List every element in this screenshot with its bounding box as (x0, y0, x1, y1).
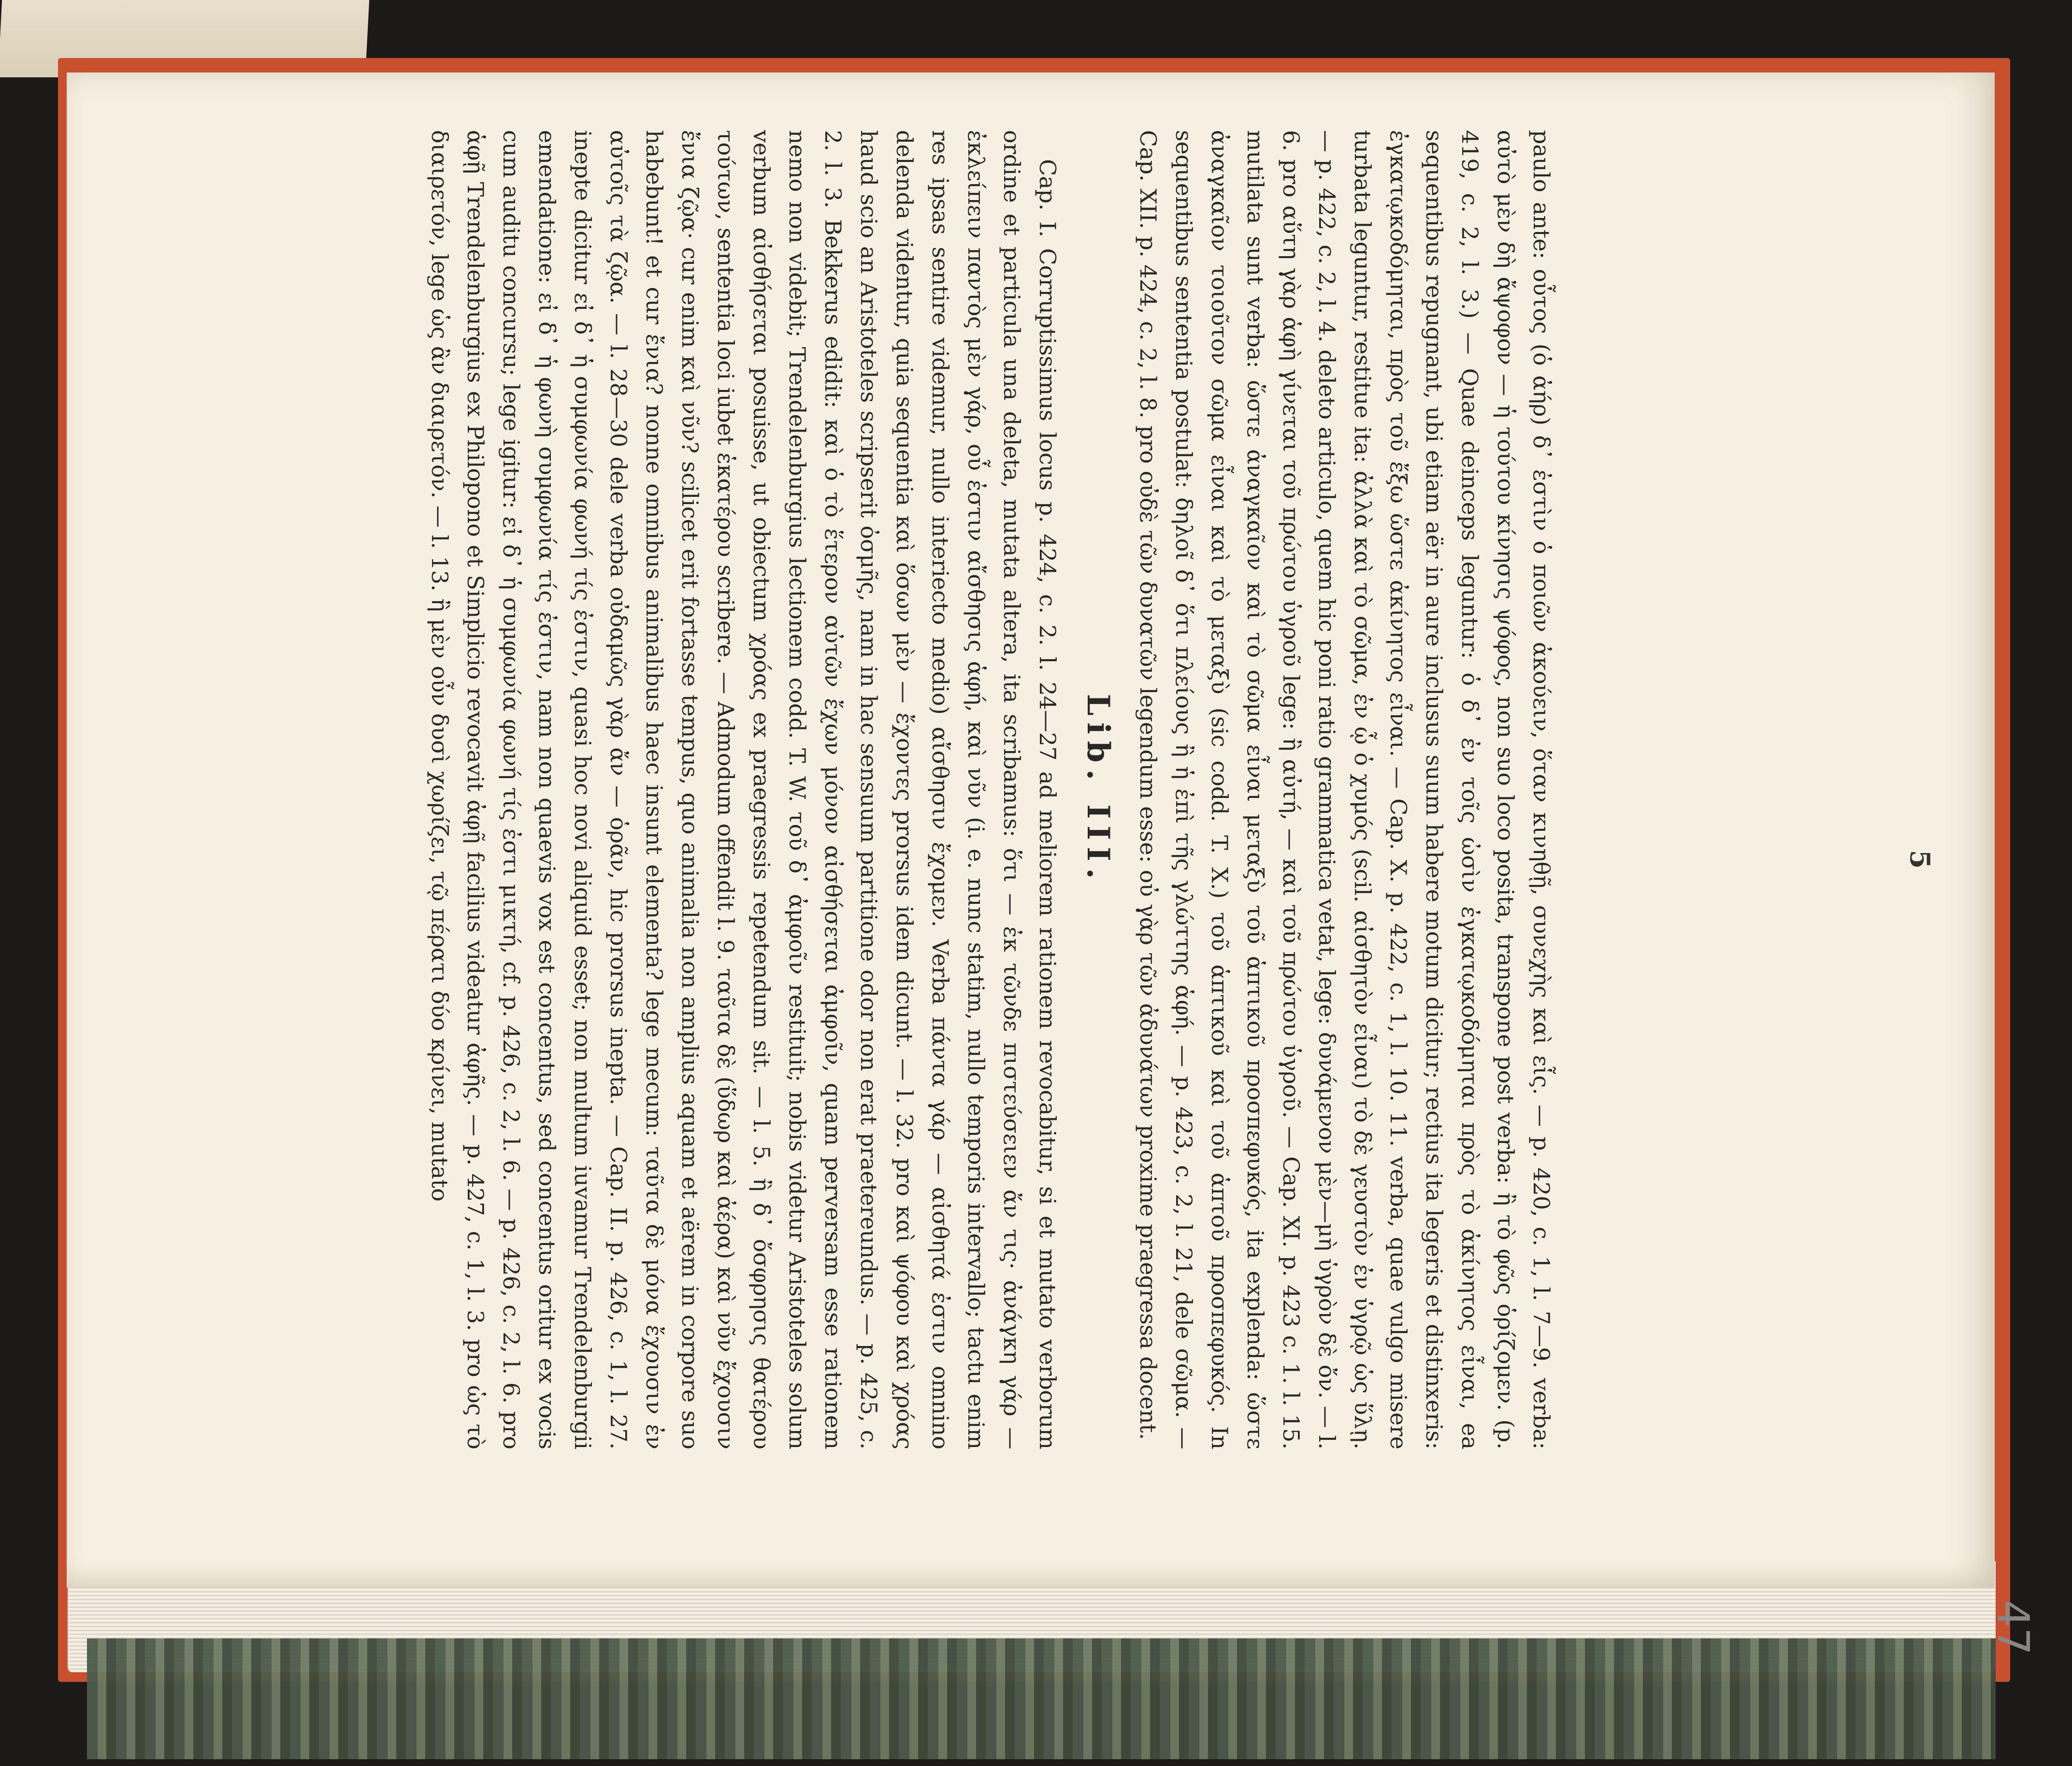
paragraph-1: paulo ante: οὗτος (ὁ ἀήρ) δ᾽ ἐστὶν ὁ ποιῶν ἀκούειν, ὅταν κινηθῇ, συνεχὴς καὶ εἷς. — p. 420, c. 1, l. 7—9. verba: αὐτὸ μὲν δὴ ἄψοφον — ἡ τούτου κίνησις ψόφος, non suo loco posita, transpone post verba: ἢ τὸ φῶς ὁρίζομεν. (p. 419, c. 2, l. 3.) — Quae deinceps leguntur: ὁ δ᾽ ἐν τοῖς ὠσὶν ἐγκατῳκοδόμηται πρὸς τὸ ἀκίνητος εἶναι, ea sequentibus repugnant, ubi etiam aër in aure inclusus suum habere motum dicitur; rectius ita legeris et distinxeris: ἐγκατῳκοδόμηται, πρὸς τοῦ ἔξω ὥστε ἀκίνητος εἶναι. — Cap. X. p. 422, c. 1, l. 10. 11. verba, quae vulgo misere turbata leguntur, restitue ita: ἀλλὰ καὶ τὸ σῶμα, ἐν ᾧ ὁ χυμός (scil. αἰσθητὸν εἶναι) τὸ δὲ γευστὸν ἐν ὑγρῷ ὡς ὕλῃ. — p. 422, c. 2, l. 4. deleto articulo, quem hic poni ratio grammatica vetat, lege: δυνάμενον μὲν—μὴ ὑγρὸν δὲ ὄν. — l. 6. pro αὕτη γὰρ ἁφὴ γίνεται τοῦ πρώτου ὑγροῦ lege: ἢ αὐτή, — καὶ τοῦ πρώτου ὑγροῦ. — Cap. XI. p. 423 c. 1. l. 15. mutilata sunt verba: ὥστε ἀναγκαῖον καὶ τὸ σῶμα εἶναι μεταξὺ τοῦ ἁπτικοῦ προσπεφυκός, ita explenda: ὥστε ἀναγκαῖον τοιοῦτον σῶμα εἶναι καὶ τὸ μεταξὺ (sic codd. T. X.) τοῦ ἁπτικοῦ καὶ τοῦ ἁπτοῦ προσπεφυκός. In sequentibus sententia postulat: δηλοῖ δ᾽ ὅτι πλείους ἢ ἡ ἐπὶ τῆς γλώττης ἁφή. — p. 423, c. 2, l. 21, dele σῶμα. — Cap. XII. p. 424, c. 2, l. 8. pro οὐδὲ τῶν δυνατῶν legendum esse: οὐ γὰρ τῶν ἀδυνάτων proxime praegressa docent. (1135, 130, 1554, 1449)
page-text-block (427, 130, 1559, 1449)
pencil-folio-mark: 47 (1987, 1600, 2038, 1655)
section-heading: Lib. III. (1080, 694, 1116, 886)
page-number: 5 (1904, 850, 1936, 869)
paragraph-2: Cap. I. Corruptissimus locus p. 424, c. 2. l. 24—27 ad meliorem rationem revocabitur, si et mutato verborum ordine et particula una deleta, mutata altera, ita scribamus: ὅτι — ἐκ τῶνδε πιστεύσειεν ἄν τις· ἀνάγκη γάρ — ἐκλείπειν παντὸς μὲν γάρ, οὗ ἐστιν αἴσθησις ἁφή, καὶ νῦν (i. e. nunc statim, nullo temporis intervallo; tactu enim res ipsas sentire videmur, nullo interiecto medio) αἴσθησιν ἔχομεν. Verba πάντα γάρ — αἰσθητά ἐστιν omnino delenda videntur, quia sequentia καὶ ὅσων μὲν — ἔχοντες prorsus idem dicunt. — l. 32. pro καὶ ψόφου καὶ χρόας haud scio an Aristoteles scripserit ὀσμῆς, nam in hac sensuum partitione odor non erat praetereundus. — p. 425, c. 2. l. 3. Bekkerus edidit: καὶ ὁ τὸ ἕτερον αὐτῶν ἔχων μόνον αἰσθήσεται ἀμφοῖν, quam perversam esse rationem nemo non videbit; Trendelenburgius lectionem codd. T. W. τοῦ δ᾽ ἀμφοῖν restituit; nobis videtur Aristoteles solum verbum αἰσθήσεται posuisse, ut obiectum χρόας ex praegressis repetendum sit. — l. 5. ἢ δ᾽ ὄσφρησις θατέρου τούτων, sententia loci iubet ἑκατέρου scribere. — Admodum offendit l. 9. ταῦτα δὲ (ὕδωρ καὶ ἀέρα) καὶ νῦν ἔχουσιν ἔνια ζῷα· cur enim καὶ νῦν? scilicet erit fortasse tempus, quo animalia non amplius aquam et aërem in corpore suo habebunt! et cur ἔνια? nonne omnibus animalibus haec insunt elementa? lege mecum: ταῦτα δὲ μόνα ἔχουσιν ἐν αὐτοῖς τὰ ζῷα. — l. 28—30 dele verba οὐδαμῶς γὰρ ἄν — ὁρᾶν, hic prorsus inepta. — Cap. II. p. 426, c. 1, l. 27. inepte dicitur εἰ δ᾽ ἡ συμφωνία φωνή τίς ἐστιν, quasi hoc novi aliquid esset; non multum iuvamur Trendelenburgii emendatione: εἰ δ᾽ ἡ φωνὴ συμφωνία τίς ἐστιν, nam non quaevis vox est concentus, sed concentus oritur ex vocis cum auditu concursu; lege igitur: εἰ δ᾽ ἡ συμφωνία φωνή τίς ἐστι μικτή, cf. p. 426, c. 2, l. 6. — p. 426, c. 2, l. 6. pro ἁφῇ Trendelenburgius ex Philopono et Simplicio revocavit ἀφῇ facilius videatur ἀφῆς. — p. 427, c. 1, l. 3. pro ὡς τὸ διαιρετόν, lege ὡς ἂν διαιρετόν. — l. 13. ἢ μὲν οὖν δυσὶ χωρίζει, τῷ πέρατι δύο κρίνει, mutato (427, 130, 1061, 1449)
marbled-edge (87, 1638, 1996, 1759)
